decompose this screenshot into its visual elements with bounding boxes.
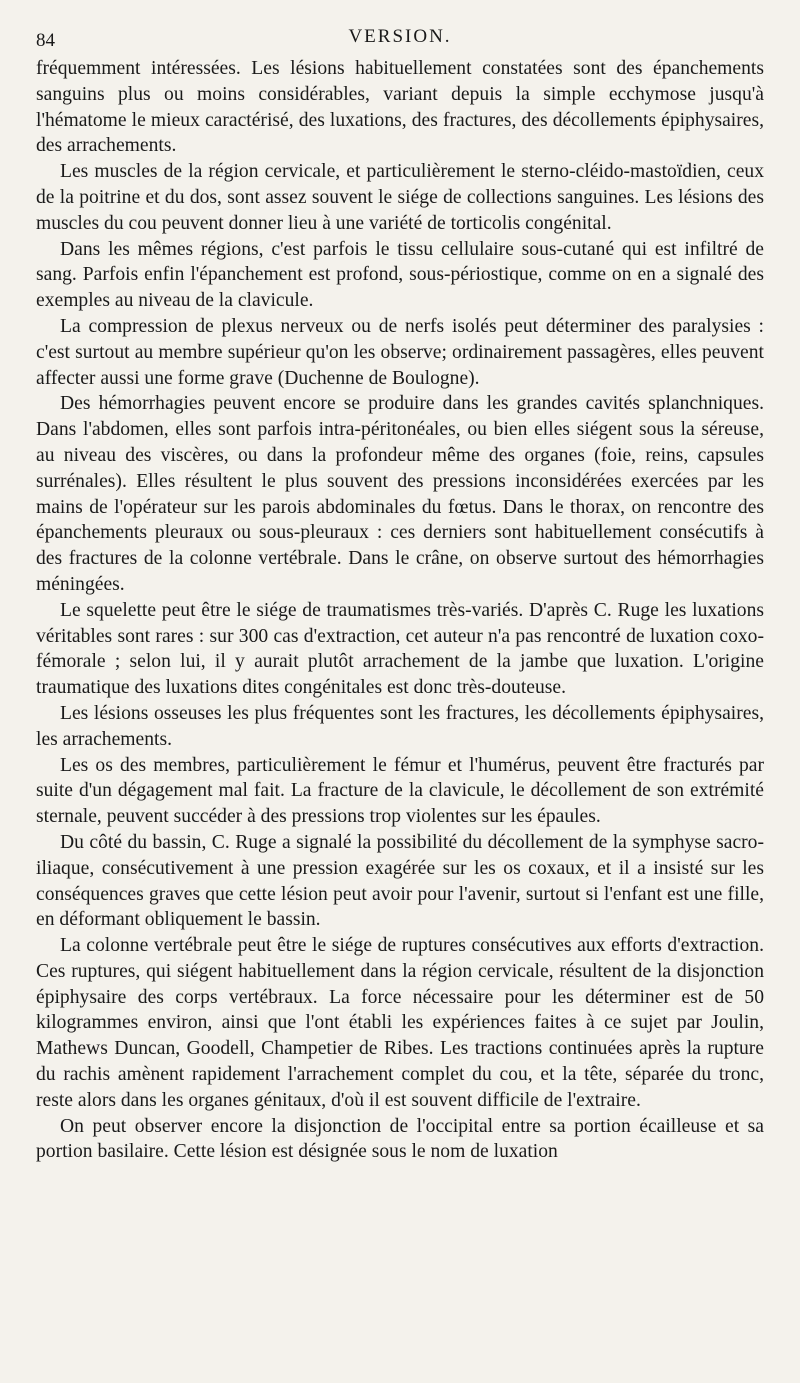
paragraph: La compression de plexus nerveux ou de nerfs isolés peut déterminer des paralysies : c'est surtout au membre supérieur qu'on les observe; ordinairement passagères, elles peuvent affecter aussi une forme grave (Duchenne de Boulogne). xyxy=(36,315,764,389)
paragraph: La colonne vertébrale peut être le siége de ruptures consécutives aux efforts d'extraction. Ces ruptures, qui siégent habituellement dans la région cervicale, résultent de la disjonction épiphysaire des corps vertébraux. La force nécessaire pour les déterminer est de 50 kilogrammes environ, ainsi que l'ont établi les expériences faites à ce sujet par Joulin, Mathews Duncan, Goodell, Champetier de Ribes. Les tractions continuées après la rupture du rachis amènent rapidement l'arrachement complet du cou, et la tête, séparée du tronc, reste alors dans les organes génitaux, d'où il est souvent difficile de l'extraire. xyxy=(36,935,764,1111)
running-head xyxy=(36,22,764,56)
body-text xyxy=(36,56,764,1165)
paragraph: Les lésions osseuses les plus fréquentes sont les fractures, les décollements épiphysaires, les arrachements. xyxy=(36,702,764,750)
paragraph: Le squelette peut être le siége de traumatismes très-variés. D'après C. Ruge les luxations véritables sont rares : sur 300 cas d'extraction, cet auteur n'a pas rencontré de luxation coxo-fémorale ; selon lui, il y aurait plutôt arrachement de la jambe que luxation. L'origine traumatique des luxations dites congénitales est donc très-douteuse. xyxy=(36,599,764,699)
paragraph: fréquemment intéressées. Les lésions habituellement constatées sont des épanchements sanguins plus ou moins considérables, variant depuis la simple ecchymose jusqu'à l'hématome le mieux caractérisé, des luxations, des fractures, des décollements épiphysaires, des arrachements. xyxy=(36,58,764,157)
paragraph: On peut observer encore la disjonction de l'occipital entre sa portion écailleuse et sa portion basilaire. Cette lésion est désignée sous le nom de luxation xyxy=(36,1115,764,1163)
paragraph: Des hémorrhagies peuvent encore se produire dans les grandes cavités splanchniques. Dans l'abdomen, elles sont parfois intra-péritonéales, ou bien elles siégent sous la séreuse, au niveau des viscères, ou dans la profondeur même des organes (foie, reins, capsules surrénales). Elles résultent le plus souvent des pressions inconsidérées exercées par les mains de l'opérateur sur les parois abdominales du fœtus. Dans le thorax, on rencontre des épanchements pleuraux ou sous-pleuraux : ces derniers sont habituellement consécutifs à des fractures de la colonne vertébrale. Dans le crâne, on observe surtout des hémorrhagies méningées. xyxy=(36,393,764,595)
paragraph: Les muscles de la région cervicale, et particulièrement le sterno-cléido-mastoïdien, ceux de la poitrine et du dos, sont assez souvent le siége de collections sanguines. Les lésions des muscles du cou peuvent donner lieu à une variété de torticolis congénital. xyxy=(36,161,764,234)
paragraph: Les os des membres, particulièrement le fémur et l'humérus, peuvent être fracturés par suite d'un dégagement mal fait. La fracture de la clavicule, le décollement de son extrémité sternale, peuvent succéder à des pressions trop violentes sur les épaules. xyxy=(36,754,764,828)
paragraph: Dans les mêmes régions, c'est parfois le tissu cellulaire sous-cutané qui est infiltré de sang. Parfois enfin l'épanchement est profond, sous-périostique, comme on en a signalé des exemples au niveau de la clavicule. xyxy=(36,238,764,312)
page-number: 84 xyxy=(36,30,55,51)
paragraph: Du côté du bassin, C. Ruge a signalé la possibilité du décollement de la symphyse sacro-iliaque, consécutivement à une pression exagérée sur les os coxaux, et il a insisté sur les conséquences graves que cette lésion peut avoir pour l'avenir, surtout si l'enfant est une fille, en déformant obliquement le bassin. xyxy=(36,831,764,931)
running-title: VERSION. xyxy=(348,26,452,47)
